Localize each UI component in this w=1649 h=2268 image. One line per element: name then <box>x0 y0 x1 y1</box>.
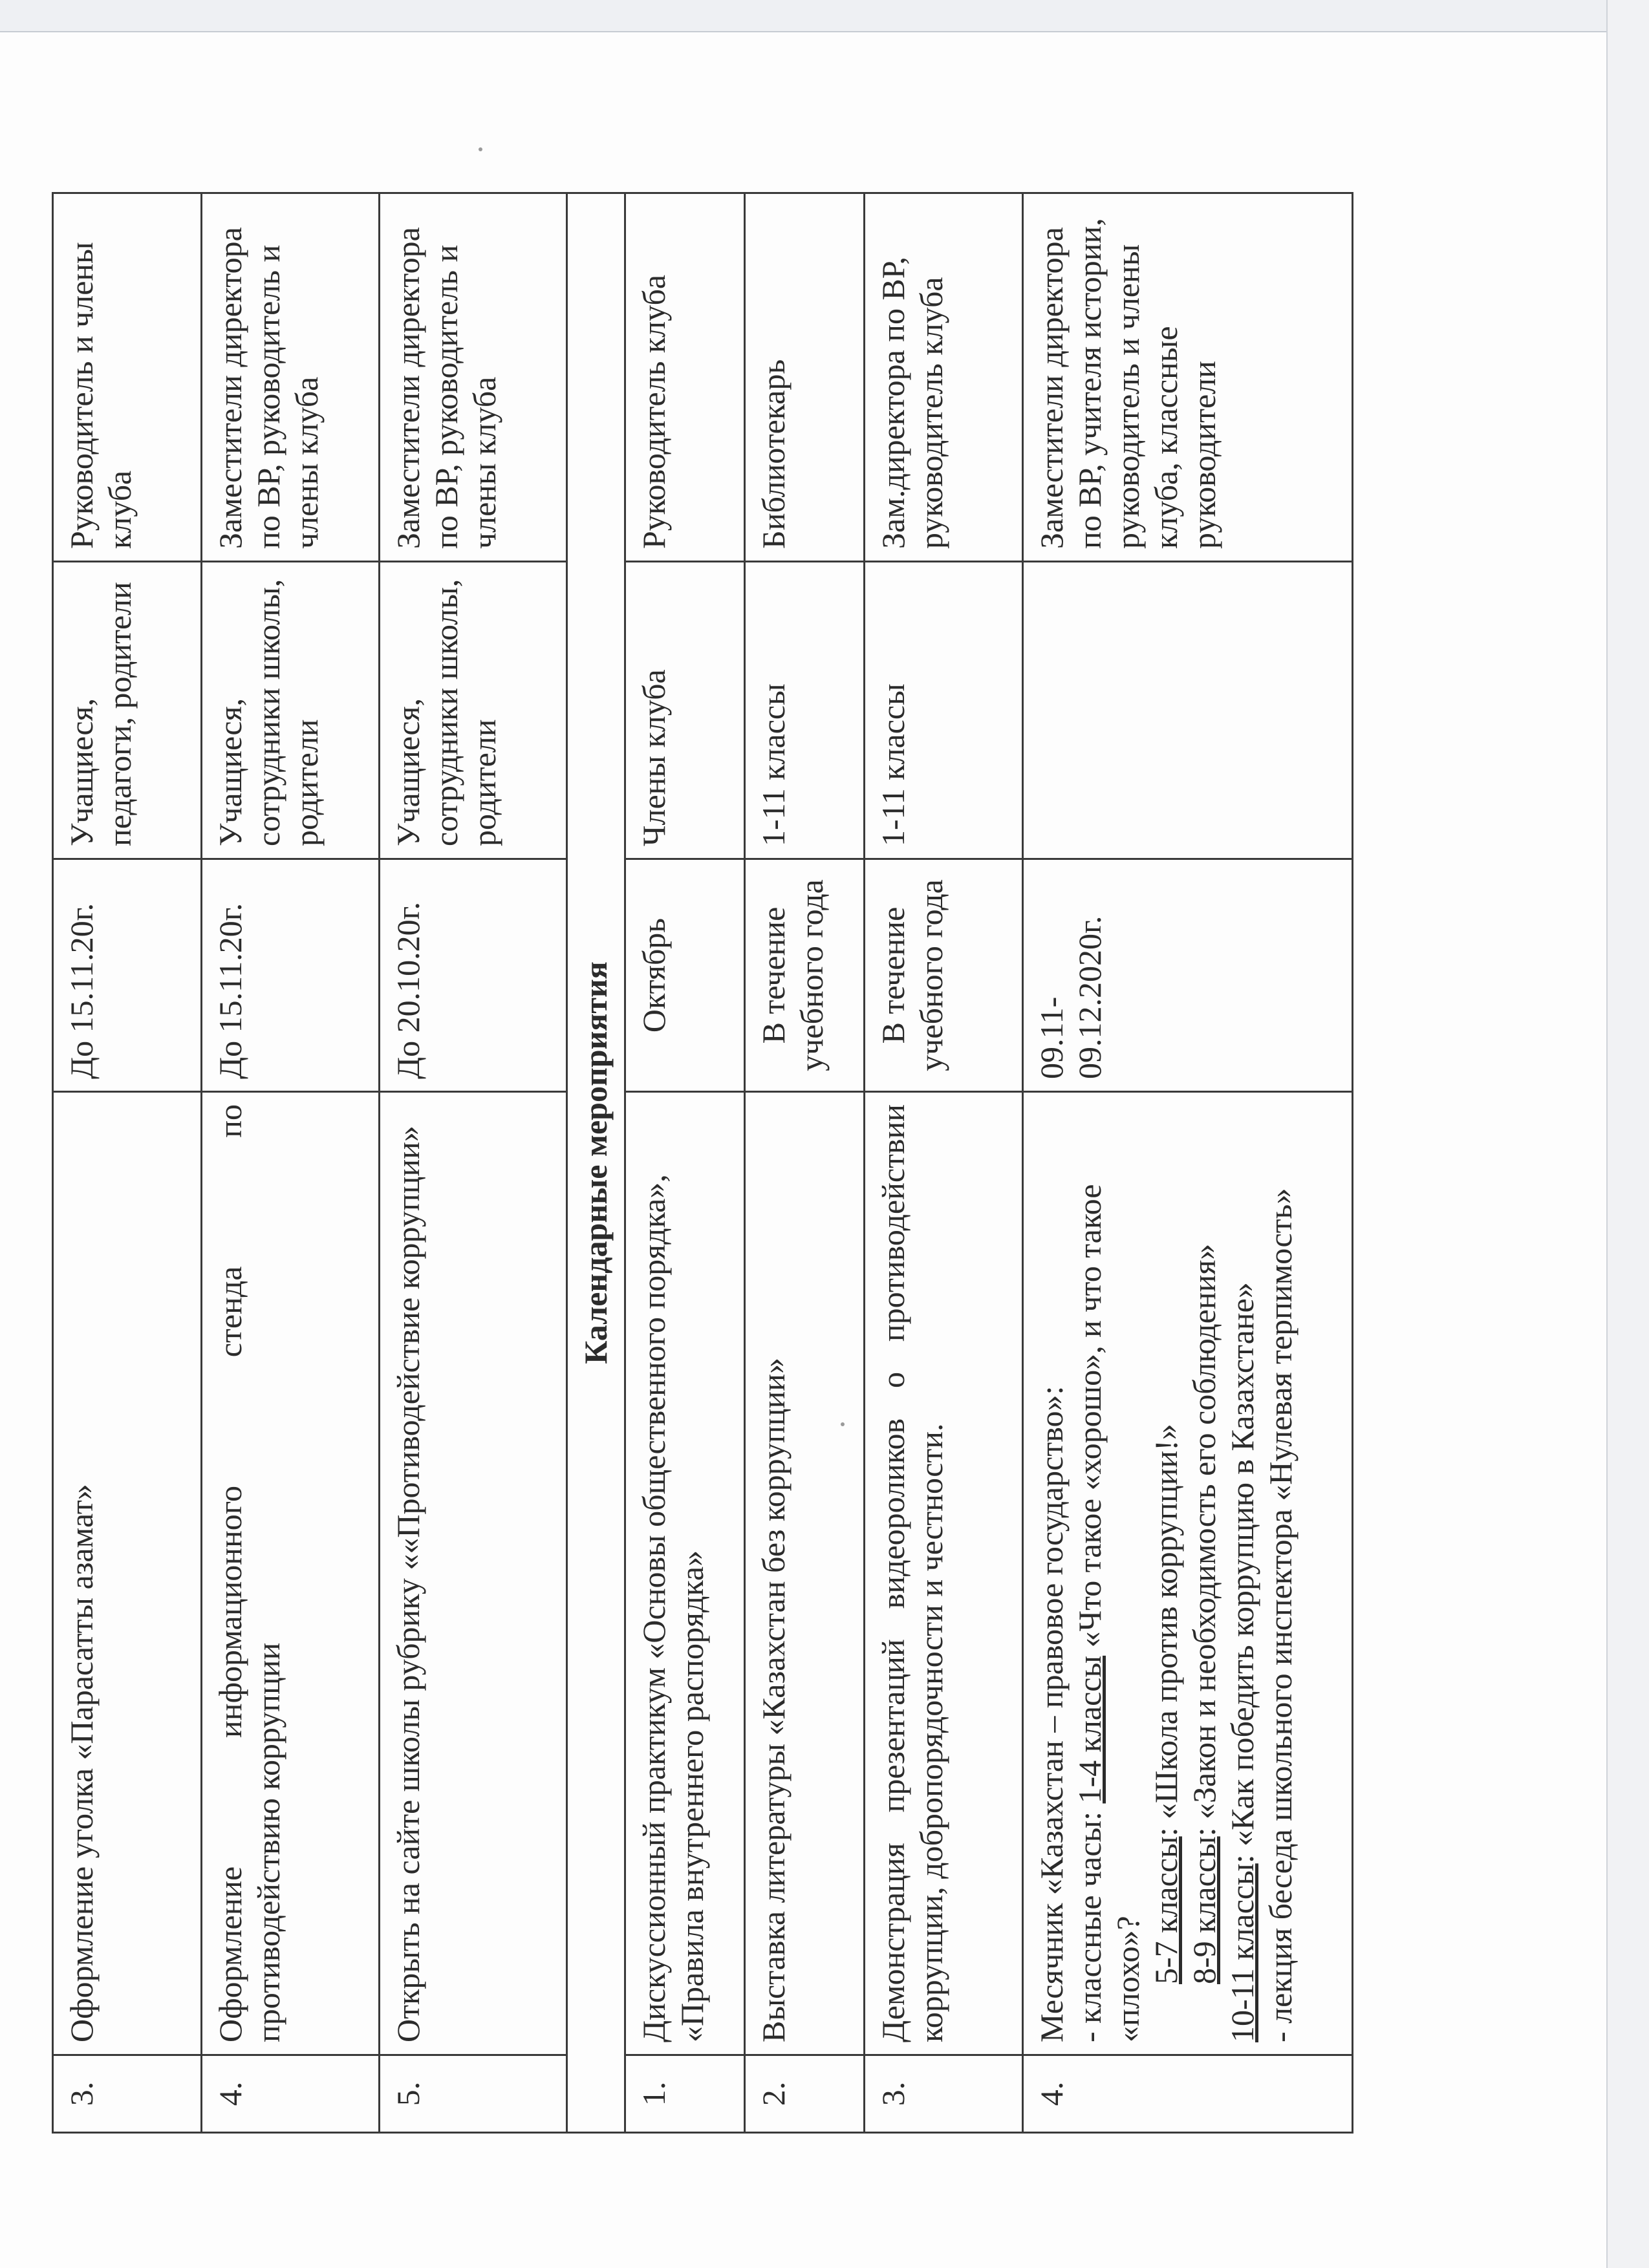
event-title-line <box>1071 1104 1147 2042</box>
scan-edge-top <box>0 0 1649 32</box>
row-number: 5. <box>380 2055 567 2133</box>
rotated-content <box>52 194 1539 2134</box>
event-date: До 15.11.20г. <box>202 859 380 1092</box>
event-title: Демонстрация презентаций видеороликов о противодействии коррупции, добропорядочности и честности. <box>865 1092 1023 2055</box>
event-title-line: Месячник «Казахстан – правовое государство»: <box>1033 1385 1070 2042</box>
line-text: : «Как победить коррупцию в Казахстане» <box>1224 1282 1260 1864</box>
line-text: : «Закон и необходимость его соблюдения» <box>1186 1243 1222 1837</box>
event-participants: 1-11 классы <box>745 562 865 859</box>
table-row <box>53 193 202 2133</box>
event-responsible: Заместители директора по ВР, учителя истории, руководитель и члены клуба, классные руководители <box>1023 193 1353 562</box>
grade-label: 8-9 классы <box>1186 1836 1222 1984</box>
section-row <box>567 193 625 2133</box>
event-date: 09.11-09.12.2020г. <box>1023 859 1353 1092</box>
row-number: 1. <box>625 2055 745 2133</box>
event-responsible: Руководитель клуба <box>625 193 745 562</box>
row-number: 4. <box>202 2055 380 2133</box>
event-title: Открыть на сайте школы рубрику ««Противодействие коррупции» <box>380 1092 567 2055</box>
grade-label: 5-7 классы <box>1148 1836 1184 1984</box>
event-date: В течение учебного года <box>745 859 865 1092</box>
table-row <box>625 193 745 2133</box>
line-text: : «Школа против коррупции!» <box>1148 1424 1184 1837</box>
grade-label: 1-4 классы <box>1072 1655 1108 1804</box>
event-title-line <box>1147 1104 1185 2042</box>
event-participants: Учащиеся, педагоги, родители <box>53 562 202 859</box>
event-date: До 15.11.20г. <box>53 859 202 1092</box>
line-prefix: - классные часы: <box>1072 1803 1108 2042</box>
event-participants: Учащиеся, сотрудники школы, родители <box>202 562 380 859</box>
row-number: 2. <box>745 2055 865 2133</box>
row-number: 4. <box>1023 2055 1353 2133</box>
event-title-line <box>1223 1104 1262 2042</box>
event-title: Оформление уголка «Парасатты азамат» <box>53 1092 202 2055</box>
event-participants: Члены клуба <box>625 562 745 859</box>
event-title-line <box>1185 1104 1223 2042</box>
scan-speck <box>479 147 482 151</box>
event-responsible: Руководитель и члены клуба <box>53 193 202 562</box>
row-number: 3. <box>53 2055 202 2133</box>
grade-label: 10-11 классы <box>1224 1863 1260 2042</box>
event-date: До 20.10.20г. <box>380 859 567 1092</box>
table-row <box>865 193 1023 2133</box>
event-participants <box>1023 562 1353 859</box>
event-title-line: Оформление информационного стенда по <box>212 1104 248 2042</box>
event-responsible: Заместители директора по ВР, руководитель и члены клуба <box>380 193 567 562</box>
scan-edge-right <box>1606 0 1649 2268</box>
event-title-line: - лекция беседа школьного инспектора «Нулевая терпимость» <box>1262 1188 1299 2042</box>
event-title-line: противодействию коррупции <box>250 1642 286 2042</box>
event-title: Дискуссионный практикум «Основы общественного порядка», «Правила внутреннего распорядка» <box>625 1092 745 2055</box>
event-participants: Учащиеся, сотрудники школы, родители <box>380 562 567 859</box>
event-title <box>1023 1092 1353 2055</box>
table-row <box>380 193 567 2133</box>
event-responsible: Библиотекарь <box>745 193 865 562</box>
event-title <box>202 1092 380 2055</box>
row-number: 3. <box>865 2055 1023 2133</box>
event-title: Выставка литературы «Казахстан без коррупции» <box>745 1092 865 2055</box>
event-responsible: Зам.директора по ВР, руководитель клуба <box>865 193 1023 562</box>
event-responsible: Заместители директора по ВР, руководитель и члены клуба <box>202 193 380 562</box>
plan-table <box>52 192 1353 2134</box>
event-participants: 1-11 классы <box>865 562 1023 859</box>
line-text: «Что такое «хорошо», и что такое «плохо»? <box>1072 1184 1146 2042</box>
event-date: В течение учебного года <box>865 859 1023 1092</box>
table-row <box>202 193 380 2133</box>
section-title: Календарные мероприятия <box>567 193 625 2133</box>
event-date: Октябрь <box>625 859 745 1092</box>
table-row <box>1023 193 1353 2133</box>
table-row <box>745 193 865 2133</box>
